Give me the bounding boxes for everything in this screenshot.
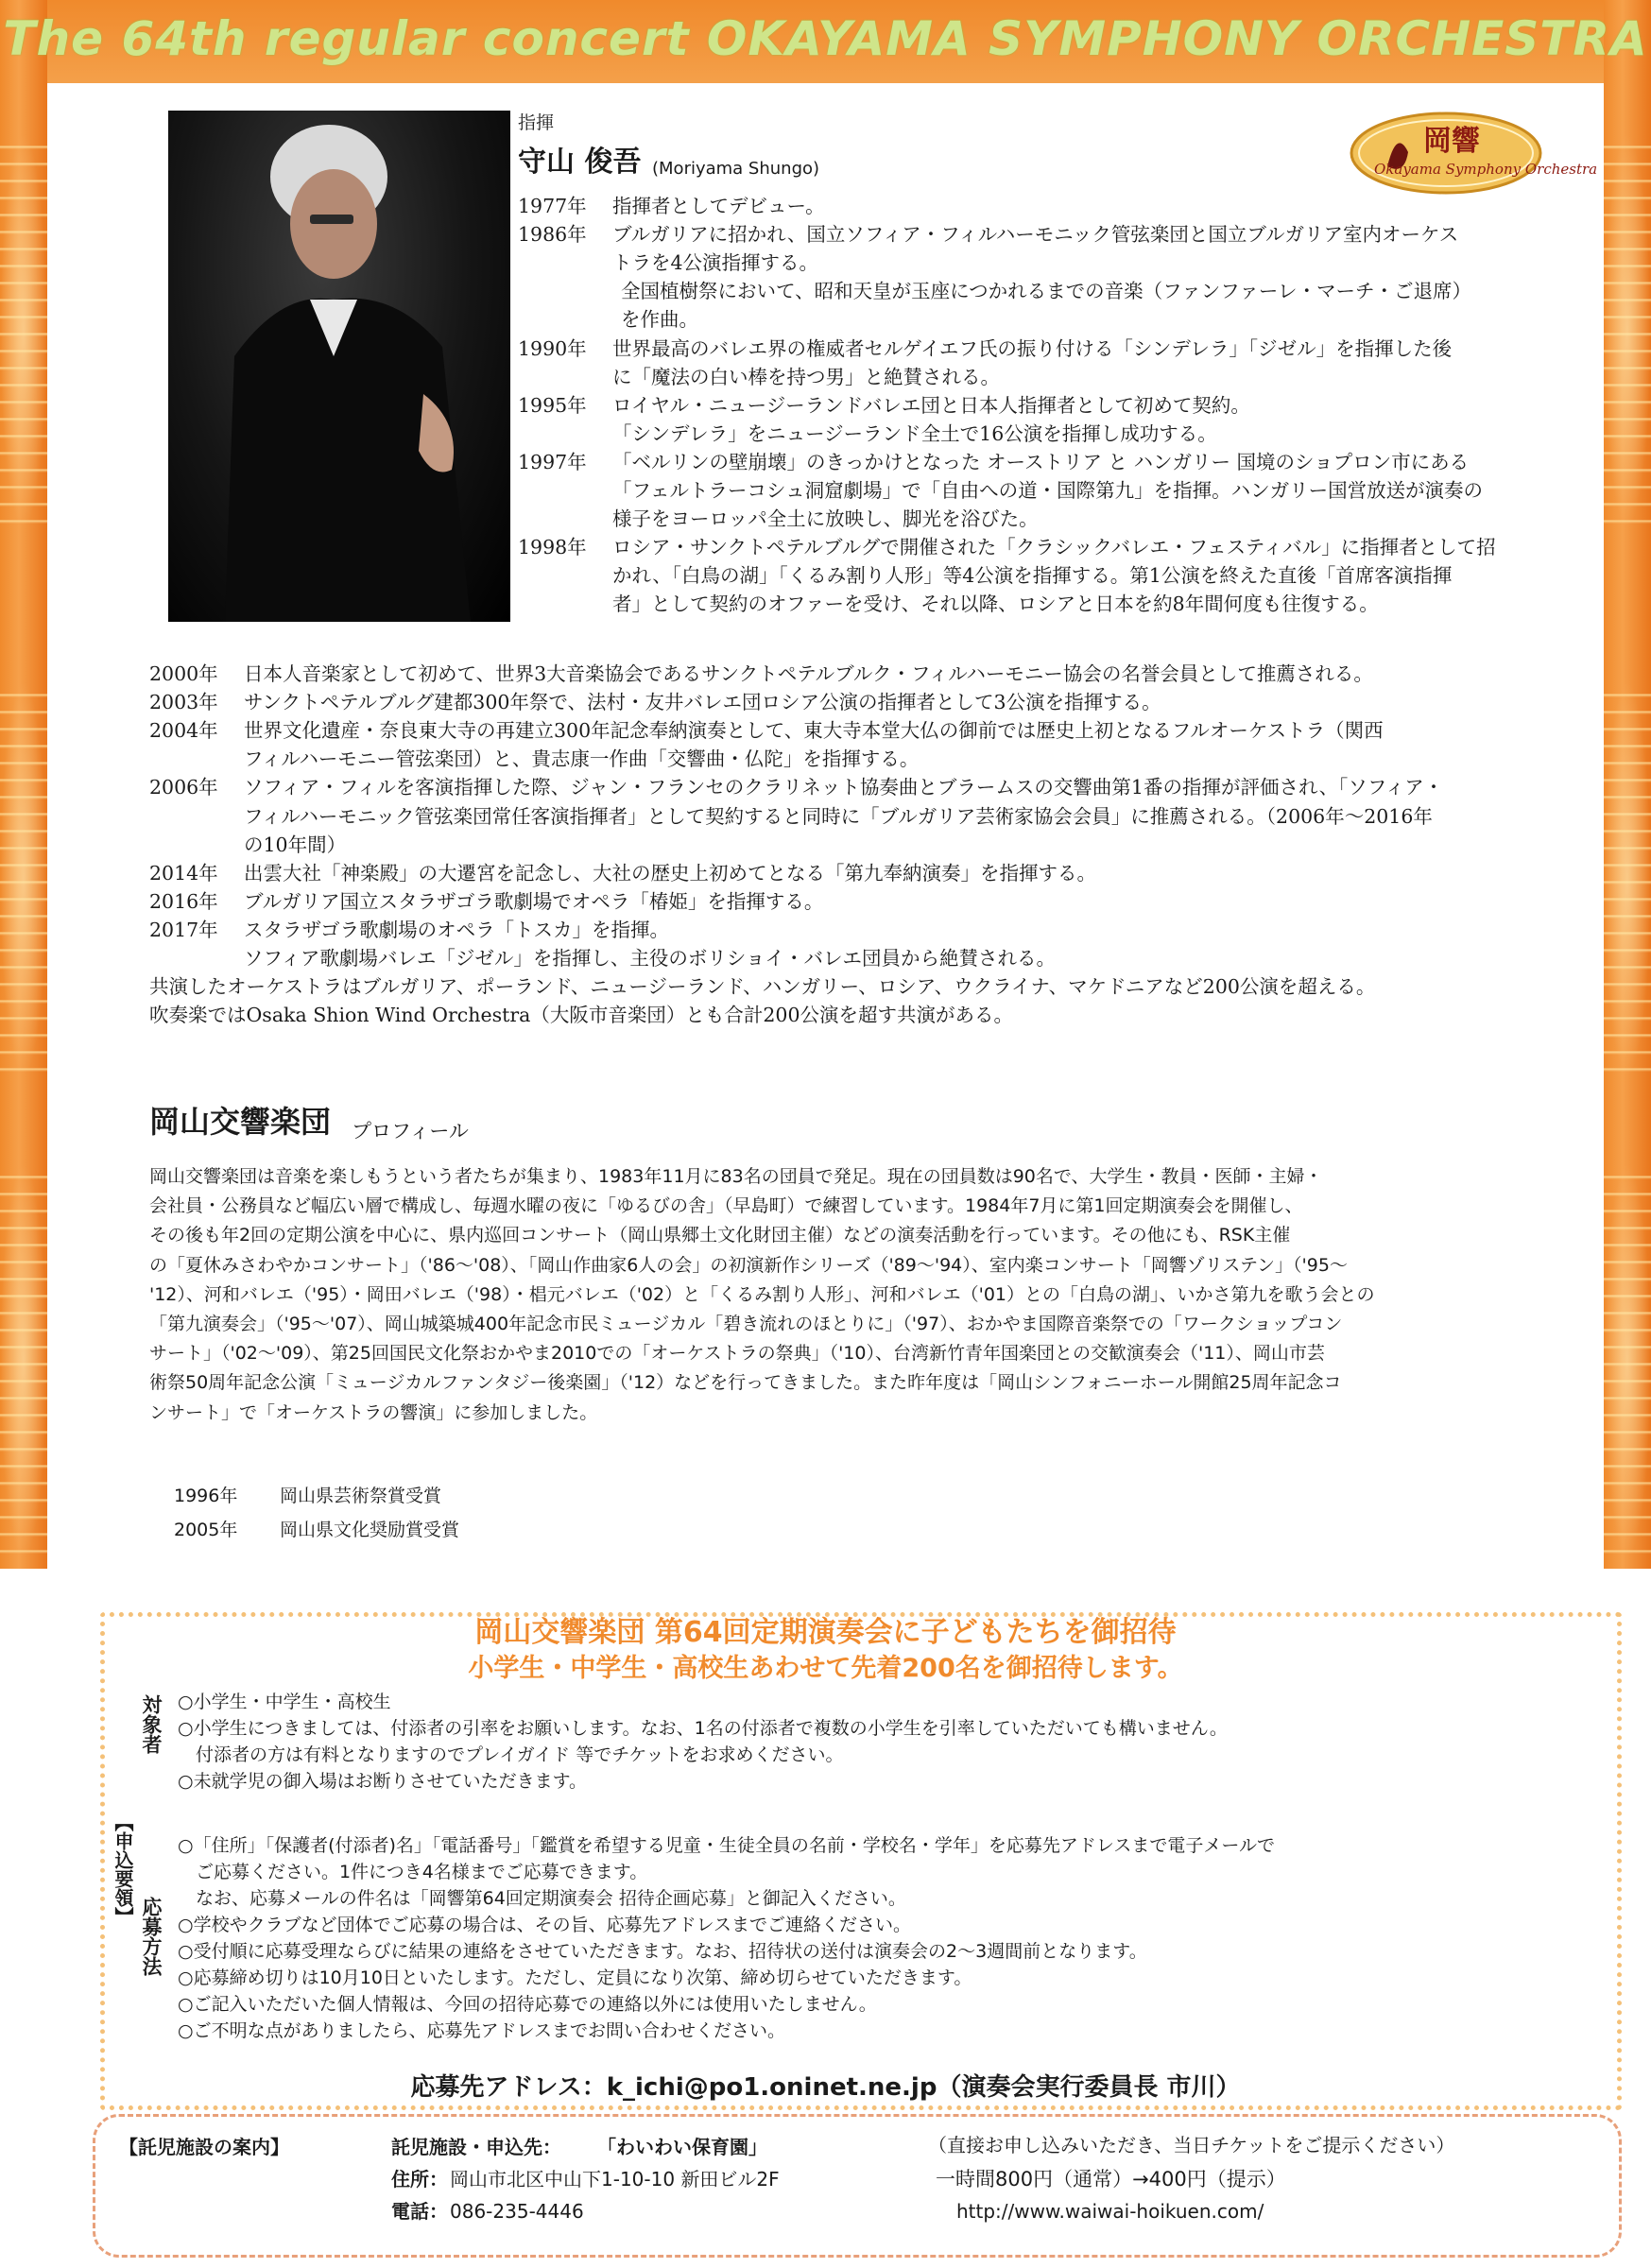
ornament-icon — [1604, 1162, 1651, 1559]
bio-line: ソフィア・フィルを客演指揮した際、ジャン・フランセのクラリネット協奏曲とブラームスの交響曲第1番の指揮が評価され、「ソフィア・ — [244, 776, 1444, 799]
ornament-icon — [0, 1162, 47, 1559]
award-year: 2005年 — [174, 1520, 238, 1540]
target-item: ○未就学児の御入場はお断りさせていただきます。 — [178, 1771, 588, 1792]
award-text: 岡山県文化奨励賞受賞 — [280, 1520, 460, 1540]
method-item: ○受付順に応募受理ならびに結果の連絡をさせていただきます。なお、招待状の送付は演奏会の2〜3週間前となります。 — [178, 1941, 1147, 1962]
bio-closing-line: 共演したオーケストラはブルガリア、ポーランド、ニュージーランド、ハンガリー、ロシア、ウクライナ、マケドニアなど200公演を超える。 — [149, 975, 1376, 999]
bio-year: 2014年 — [149, 861, 218, 885]
bio-line: 者」として契約のオファーを受け、それ以降、ロシアと日本を約8年間何度も往復する。 — [612, 593, 1379, 616]
childcare-note: （直接お申し込みいただき、当日チケットをご提示ください） — [928, 2134, 1455, 2156]
invitation-subtitle: 小学生・中学生・高校生あわせて先着200名を御招待します。 — [468, 1654, 1183, 1683]
method-tag — [138, 1897, 164, 2057]
bio-line: フィルハーモニック管弦楽団常任客演指揮者」として契約すると同時に「ブルガリア芸術家協会会員」に推薦される。（2006年〜2016年 — [244, 804, 1433, 828]
right-ornament-band — [1604, 0, 1651, 1569]
conductor-role: 指揮 — [518, 112, 555, 133]
bio-line: 様子をヨーロッパ全土に放映し、脚光を浴びた。 — [612, 507, 1039, 531]
bio-line: ブルガリア国立スタラザゴラ歌劇場でオペラ「椿姫」を指揮する。 — [244, 889, 824, 913]
profile-line: 「第九演奏会」（'95〜'07）、岡山城築城400年記念市民ミュージカル「碧き流れのほとりに」（'97）、おかやま国際音楽祭での「ワークショップコン — [149, 1314, 1343, 1334]
bio-line: 全国植樹祭において、昭和天皇が玉座につかれるまでの音楽（ファンファーレ・マーチ・ご退席） — [621, 280, 1471, 303]
bio-year: 1998年 — [518, 536, 587, 559]
bio-line: かれ、「白鳥の湖」「くるみ割り人形」等4公演を指揮する。第1公演を終えた直後「首席客演指揮 — [612, 564, 1453, 588]
childcare-url[interactable]: http://www.waiwai-hoikuen.com/ — [956, 2200, 1264, 2223]
profile-line: 会社員・公務員など幅広い層で構成し、毎週水曜の夜に「ゆるびの舎」（早島町）で練習しています。1984年7月に第1回定期演奏会を開催し、 — [149, 1195, 1303, 1217]
contact-email[interactable]: 応募先アドレス：k_ichi@po1.oninet.ne.jp（演奏会実行委員長 市川） — [410, 2073, 1241, 2102]
bio-year: 2016年 — [149, 889, 218, 913]
orchestra-logo — [1350, 110, 1598, 197]
award-text: 岡山県芸術祭賞受賞 — [280, 1486, 442, 1506]
application-tag — [110, 1813, 136, 2030]
left-ornament-band — [0, 0, 47, 1569]
ornament-icon — [0, 680, 47, 1077]
bio-year: 2006年 — [149, 776, 218, 799]
bio-line: 世界最高のバレエ界の権威者セルゲイエフ氏の振り付ける「シンデレラ」「ジゼル」を指揮した後 — [612, 336, 1453, 360]
bio-line: 世界文化遺産・奈良東大寺の再建立300年記念奉納演奏として、東大寺本堂大仏の御前では歴史上初となるフルオーケストラ（関西 — [244, 719, 1384, 743]
concert-title: The 64th regular concert OKAYAMA SYMPHONY ORCHESTRA — [3, 11, 1648, 66]
target-item: ○小学生・中学生・高校生 — [178, 1692, 391, 1712]
bio-line: 「ベルリンの壁崩壊」のきっかけとなった オーストリア と ハンガリー 国境のショプロン市にある — [612, 450, 1470, 473]
logo-kanji: 岡響 — [1423, 125, 1480, 158]
bio-line: 「フェルトラーコシュ洞窟劇場」で「自由への道・国際第九」を指揮。ハンガリー国営放送が演奏の — [612, 479, 1484, 502]
facility-address: 岡山市北区中山下1-10-10 新田ビル2F — [450, 2168, 780, 2191]
target-item: ○小学生につきましては、付添者の引率をお願いします。なお、1名の付添者で複数の小学生を引率していただいても構いません。 — [178, 1718, 1228, 1739]
bio-line: サンクトペテルブルグ建都300年祭で、法村・友井バレエ団ロシア公演の指揮者として3公演を指揮する。 — [244, 691, 1161, 714]
target-tag-text: 対象者 — [140, 1694, 163, 1754]
bio-line: に「魔法の白い棒を持つ男」と絶賛される。 — [612, 365, 1000, 388]
orchestra-subtitle: プロフィール — [352, 1120, 469, 1143]
profile-line: 術祭50周年記念公演「ミュージカルファンタジー後楽園」（'12）などを行ってきました。また昨年度は「岡山シンフォニーホール開館25周年記念コ — [149, 1372, 1342, 1394]
bio-year: 1995年 — [518, 393, 587, 417]
bio-line: スタラザゴラ歌劇場のオペラ「トスカ」を指揮。 — [244, 918, 669, 941]
bio-line: トラを4公演指揮する。 — [612, 251, 819, 275]
bio-line: フィルハーモニー管弦楽団）と、貴志康一作曲「交響曲・仏陀」を指揮する。 — [244, 747, 920, 771]
logo-script: Okayama Symphony Orchestra — [1374, 161, 1598, 178]
facility-phone: 086-235-4446 — [450, 2200, 584, 2223]
bio-line: ロイヤル・ニュージーランドバレエ団と日本人指揮者として初めて契約。 — [612, 393, 1250, 417]
profile-line: 岡山交響楽団は音楽を楽しもうという者たちが集まり、1983年11月に83名の団員で発足。現在の団員数は90名で、大学生・教員・医師・主婦・ — [149, 1166, 1323, 1187]
application-tag-text: 【申込要領】 — [112, 1813, 134, 1926]
conductor-photo — [168, 111, 510, 622]
profile-line: その後も年2回の定期公演を中心に、県内巡回コンサート（岡山県郷土文化財団主催）などの演奏活動を行っています。その他にも、RSK主催 — [149, 1225, 1291, 1246]
orchestra-title: 岡山交響楽団 — [149, 1104, 332, 1140]
bio-line: 日本人音楽家として初めて、世界3大音楽協会であるサンクトペテルブルク・フィルハーモニー協会の名誉会員として推薦される。 — [244, 662, 1373, 685]
bio-year: 1977年 — [518, 195, 587, 217]
bio-year: 1997年 — [518, 450, 587, 473]
target-tag — [138, 1694, 164, 1808]
bio-line: ソフィア歌劇場バレエ「ジゼル」を指揮し、主役のボリショイ・バレエ団員から絶賛される。 — [244, 947, 1056, 970]
ornament-icon — [1604, 680, 1651, 1077]
bio-closing-line: 吹奏楽ではOsaka Shion Wind Orchestra（大阪市音楽団）とも合計200公演を超す共演がある。 — [149, 1004, 1014, 1027]
address-label: 住所： — [391, 2168, 448, 2191]
bio-line: を作曲。 — [621, 308, 698, 332]
method-item: ご応募ください。1件につき4名様までご応募できます。 — [178, 1862, 648, 1882]
conductor-name: 守山 俊吾 — [518, 146, 642, 179]
profile-line: の「夏休みさわやかコンサート」（'86〜'08）、「岡山作曲家6人の会」の初演新作シリーズ（'89〜'94）、室内楽コンサート「岡響ゾリステン」（'95〜 — [149, 1254, 1348, 1276]
method-item: ○学校やクラブなど団体でご応募の場合は、その旨、応募先アドレスまでご連絡ください。 — [178, 1915, 912, 1935]
ornament-icon — [0, 132, 47, 529]
bio-line: 「シンデレラ」をニュージーランド全土で16公演を指揮し成功する。 — [612, 421, 1217, 445]
method-item: ○応募締め切りは10月10日といたします。ただし、定員になり次第、締め切らせていただきます。 — [178, 1967, 972, 1988]
conductor-romaji: (Moriyama Shungo) — [652, 159, 820, 179]
bio-line: ブルガリアに招かれ、国立ソフィア・フィルハーモニック管弦楽団と国立ブルガリア室内オーケス — [612, 223, 1459, 247]
method-item: なお、応募メールの件名は「岡響第64回定期演奏会 招待企画応募」と御記入ください。 — [178, 1888, 906, 1909]
profile-line: サート」（'02〜'09）、第25回国民文化祭おかやま2010での「オーケストラの祭典」（'10）、台湾新竹青年国楽団との交歓演奏会（'11）、岡山市芸 — [149, 1343, 1325, 1365]
facility-name: 「わいわい保育園」 — [597, 2136, 767, 2158]
bio-year: 2017年 — [149, 918, 218, 941]
phone-label: 電話： — [391, 2200, 448, 2223]
award-year: 1996年 — [174, 1486, 238, 1506]
target-item: 付添者の方は有料となりますのでプレイガイド 等でチケットをお求めください。 — [178, 1744, 844, 1765]
method-item: ○ご不明な点がありましたら、応募先アドレスまでお問い合わせください。 — [178, 2020, 786, 2041]
invitation-title: 岡山交響楽団 第64回定期演奏会に子どもたちを御招待 — [474, 1616, 1177, 1649]
bio-year: 1986年 — [518, 223, 587, 247]
method-item: ○ご記入いただいた個人情報は、今回の招待応募での連絡以外には使用いたしません。 — [178, 1994, 877, 2015]
method-item: ○「住所」「保護者(付添者)名」「電話番号」「鑑賞を希望する児童・生徒全員の名前・学校名・学年」を応募先アドレスまで電子メールで — [178, 1835, 1275, 1856]
bio-year: 2004年 — [149, 719, 218, 743]
childcare-price: 一時間800円（通常）→400円（提示） — [936, 2168, 1286, 2191]
ornament-icon — [1604, 132, 1651, 529]
bio-year: 2003年 — [149, 691, 218, 714]
facility-label: 託児施設・申込先： — [391, 2136, 561, 2158]
bio-line: ロシア・サンクトペテルブルグで開催された「クラシックバレエ・フェスティバル」に指揮者として招 — [612, 536, 1496, 559]
profile-line: ンサート」で「オーケストラの響演」に参加しました。 — [149, 1401, 598, 1423]
bio-line: 出雲大社「神楽殿」の大遷宮を記念し、大社の歴史上初めてとなる「第九奉納演奏」を指揮する。 — [244, 861, 1096, 885]
bio-year: 1990年 — [518, 336, 587, 360]
childcare-label: 【託児施設の案内】 — [119, 2136, 289, 2158]
method-tag-text: 応募方法 — [140, 1897, 163, 1976]
bio-line: 指揮者としてデビュー。 — [612, 195, 825, 217]
profile-line: '12）、河和バレエ（'95）・岡田バレエ（'98）・椙元バレエ（'02）と「くるみ割り人形」、河和バレエ（'01）との「白鳥の湖」、いかさ第九を歌う会との — [149, 1283, 1375, 1305]
bio-line: の10年間） — [244, 833, 347, 856]
bio-year: 2000年 — [149, 662, 218, 685]
